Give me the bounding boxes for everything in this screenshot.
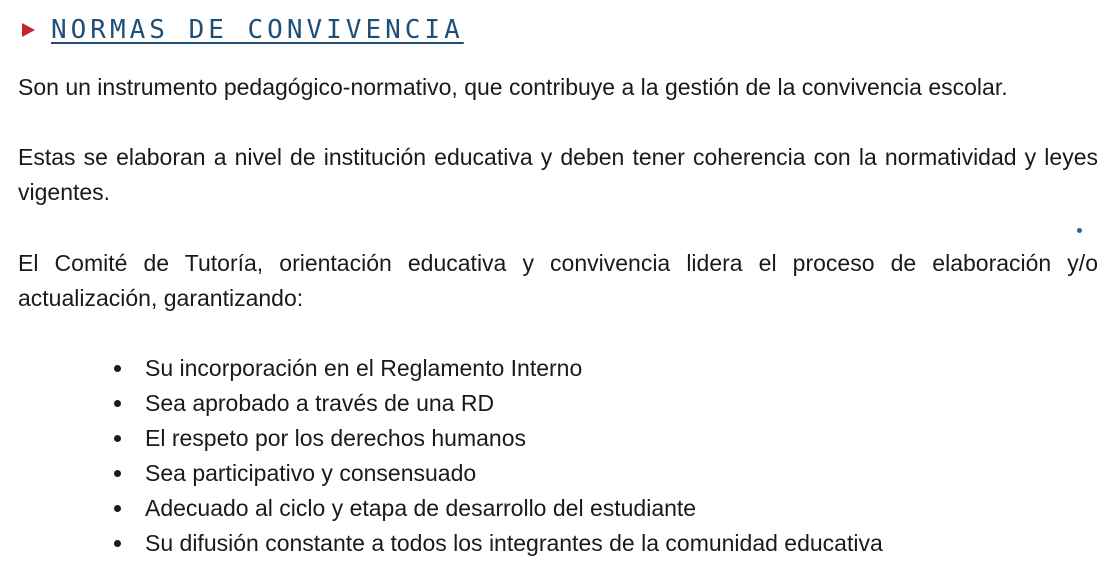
paragraph-definition: Son un instrumento pedagógico-normativo, que contribuye a la gestión de la convivencia escolar. (18, 74, 1008, 100)
list-item-text: El respeto por los derechos humanos (145, 425, 526, 451)
list-item-text: Su incorporación en el Reglamento Interno (145, 355, 583, 381)
guarantees-list (112, 351, 883, 561)
bullet-icon (114, 540, 121, 547)
list-item-text: Adecuado al ciclo y etapa de desarrollo del estudiante (145, 495, 697, 521)
paragraph-committee: El Comité de Tutoría, orientación educativa y convivencia lidera el proceso de elaboración y/o actualización, garantizando: (18, 250, 1098, 311)
list-item (112, 491, 883, 526)
bullet-icon (114, 400, 121, 407)
list-item-text: Sea aprobado a través de una RD (145, 390, 495, 416)
list-item (112, 386, 883, 421)
list-item (112, 456, 883, 491)
stray-dot-mark (1077, 228, 1082, 233)
slide-title: NORMAS DE CONVIVENCIA (51, 15, 464, 45)
bullet-icon (114, 505, 121, 512)
title-row (22, 12, 464, 48)
list-item (112, 421, 883, 456)
bullet-icon (114, 365, 121, 372)
list-item (112, 526, 883, 561)
bullet-icon (114, 470, 121, 477)
triangle-bullet-icon (22, 23, 35, 37)
paragraph-elaboration: Estas se elaboran a nivel de institución educativa y deben tener coherencia con la normatividad y leyes vigentes. (18, 144, 1098, 205)
list-item-text: Su difusión constante a todos los integrantes de la comunidad educativa (145, 530, 883, 556)
list-item (112, 351, 883, 386)
bullet-icon (114, 435, 121, 442)
list-item-text: Sea participativo y consensuado (145, 460, 477, 486)
